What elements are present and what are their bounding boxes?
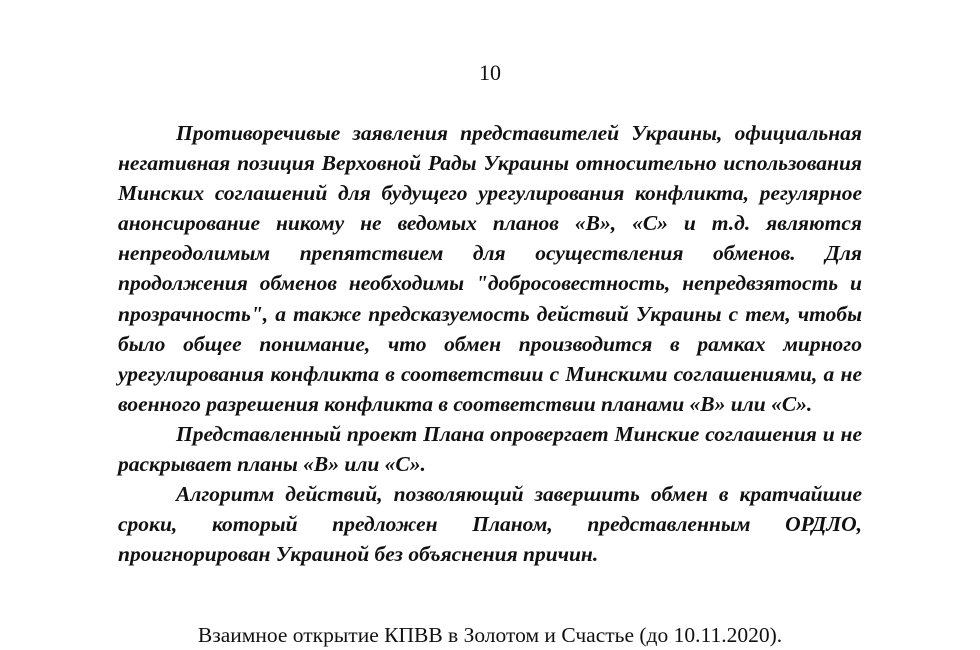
paragraph-plan-refutes: Представленный проект Плана опровергает Минские соглашения и не раскрывает планы «В» или «С». xyxy=(118,421,862,477)
section-heading: Взаимное открытие КПВВ в Золотом и Счастье (до 10.11.2020). xyxy=(197,623,783,647)
page-number: 10 xyxy=(479,60,501,85)
paragraph-statements: Противоречивые заявления представителей Украины, официальная негативная позиция Верховной Рады Украины относительно использования Минских соглашений для будущего урегулирования конфликта, регулярное анонсирование никому не ведомых планов «В», «С» и т.д. являются непреодолимым препятствием для осуществления обменов. Для продолжения обменов необходимы "добросовестность, непредвзятость и прозрачность", а также предсказуемость действий Украины с тем, чтобы было общее понимание, что обмен производится в рамках мирного урегулирования конфликта в соответствии с Минскими соглашениями, а не военного разрешения конфликта в соответствии планами «В» или «С». xyxy=(118,121,862,416)
paragraph-algorithm: Алгоритм действий, позволяющий завершить обмен в кратчайшие сроки, который предложен Планом, представленным ОРДЛО, проигнорирован Украиной без объяснения причин. xyxy=(118,482,862,567)
document-body xyxy=(118,118,862,569)
